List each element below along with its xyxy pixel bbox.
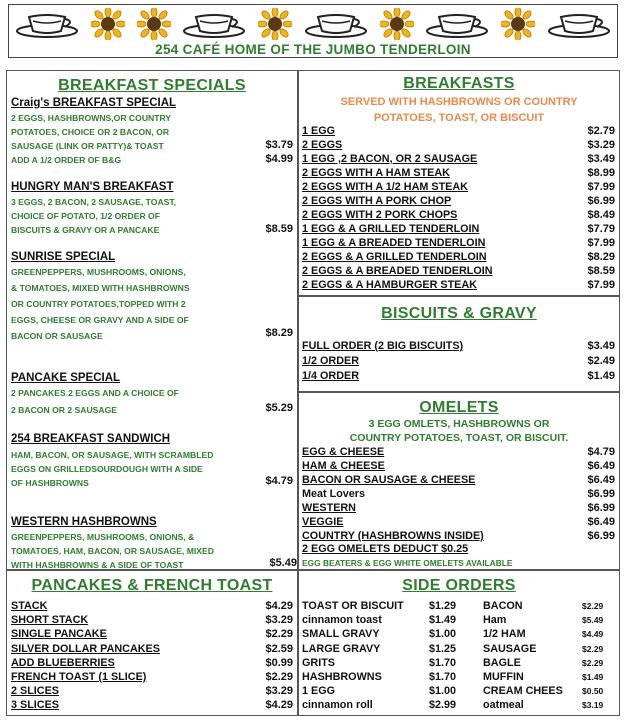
menu-item-price: $1.49 <box>587 370 615 382</box>
side-item-price: $1.29 <box>429 600 457 612</box>
side-item-price: $1.49 <box>429 614 457 627</box>
menu-item-name: Meat Lovers <box>302 488 366 500</box>
menu-item-price: $8.59 <box>587 265 615 277</box>
side-item-name: CREAM CHEES <box>483 685 563 698</box>
menu-item-price: $8.49 <box>587 209 615 221</box>
item-desc: EGGS ON GRILLEDSOURDOUGH WITH A SIDE <box>11 464 203 474</box>
item-desc: SAUSAGE (LINK OR PATTY)& TOAST <box>11 141 164 151</box>
side-item-price: $1.00 <box>429 628 457 641</box>
menu-item-name: STACK <box>11 600 48 612</box>
teacup-icon <box>547 9 611 39</box>
menu-item-price: $6.49 <box>587 474 615 486</box>
menu-item-price: $0.99 <box>265 656 293 669</box>
menu-item-price: $3.29 <box>587 139 615 151</box>
menu-item-price: $6.99 <box>587 488 615 500</box>
menu-item-name: SILVER DOLLAR PANCAKES <box>11 642 160 655</box>
teacup-icon <box>15 9 79 39</box>
section-subtitle: SERVED WITH HASHBROWNS OR COUNTRY <box>340 96 578 108</box>
breakfasts-box <box>298 70 620 296</box>
menu-item-name: EGG & CHEESE <box>302 446 385 458</box>
menu-item-name: FULL ORDER (2 BIG BISCUITS) <box>302 340 464 352</box>
side-item-price: $1.49 <box>582 672 604 682</box>
menu-item-price: $6.99 <box>587 195 615 207</box>
sunflower-icon <box>137 8 171 40</box>
item-desc: 2 PANCAKES 2 EGGS AND A CHOICE OF <box>11 388 179 398</box>
section-title: BISCUITS & GRAVY <box>381 305 537 322</box>
item-price: $3.79 <box>265 139 293 151</box>
section-title: OMELETS <box>419 399 499 416</box>
item-price: $5.29 <box>265 402 293 414</box>
side-item-name: MUFFIN <box>483 671 524 683</box>
menu-item-name: 1 EGG & A GRILLED TENDERLOIN <box>302 223 480 235</box>
menu-item-price: $7.99 <box>587 181 615 193</box>
menu-item-price: $2.59 <box>265 642 293 655</box>
menu-item-price: $2.29 <box>265 671 293 683</box>
item-desc: TOMATOES, HAM, BACON, OR SAUSAGE, MIXED <box>11 546 214 556</box>
item-desc: OR COUNTRY POTATOES,TOPPED WITH 2 <box>11 299 186 309</box>
item-desc: & TOMATOES, MIXED WITH HASHBROWNS <box>11 283 190 293</box>
side-item-name: BAGLE <box>483 656 521 669</box>
side-item-name: oatmeal <box>483 699 524 712</box>
item-price: $8.29 <box>265 327 293 339</box>
pancakes-box <box>6 570 298 716</box>
sunflower-icon <box>501 8 535 40</box>
section-title: PANCAKES & FRENCH TOAST <box>31 577 273 594</box>
menu-item-price: $8.99 <box>587 167 615 179</box>
menu-item-name: 2 EGGS WITH 2 PORK CHOPS <box>302 209 458 221</box>
item-desc: BISCUITS & GRAVY OR A PANCAKE <box>11 225 160 235</box>
side-item-name: HASHBROWNS <box>302 671 382 683</box>
menu-item-name: SINGLE PANCAKE <box>11 628 107 641</box>
item-desc: 2 BACON OR 2 SAUSAGE <box>11 405 118 415</box>
menu-item-price: $4.29 <box>265 699 293 712</box>
menu-item-price: $3.49 <box>587 153 615 165</box>
menu-item-name: 1 EGG <box>302 125 336 137</box>
banner-art <box>15 8 611 40</box>
teacup-icon <box>304 9 368 39</box>
menu-item-price: $7.99 <box>587 237 615 249</box>
side-item-price: $1.70 <box>429 671 457 683</box>
omelets-box <box>298 392 620 570</box>
side-item-name: 1 EGG <box>302 685 336 698</box>
item-name: WESTERN HASHBROWNS <box>11 516 157 528</box>
menu-item-name: 1/4 ORDER <box>302 370 359 382</box>
side-item-name: LARGE GRAVY <box>302 642 381 655</box>
menu-item-name: SHORT STACK <box>11 614 89 627</box>
menu-item-name: 2 EGGS <box>302 139 343 151</box>
item-price: $5.49 <box>269 557 297 569</box>
item-desc: BACON OR SAUSAGE <box>11 331 103 341</box>
side-item-price: $2.29 <box>582 643 604 654</box>
item-desc: GREENPEPPERS, MUSHROOMS, ONIONS, & <box>11 532 195 542</box>
side-item-name: cinnamon roll <box>302 699 373 712</box>
menu-item-name: VEGGIE <box>302 516 344 528</box>
menu-item-name: 2 EGGS & A GRILLED TENDERLOIN <box>302 251 487 263</box>
side-item-name: Ham <box>483 614 507 627</box>
item-name: 254 BREAKFAST SANDWICH <box>11 433 171 445</box>
side-item-name: SMALL GRAVY <box>302 628 380 641</box>
side-item-price: $5.49 <box>582 615 604 626</box>
side-item-name: TOAST OR BISCUIT <box>302 600 404 612</box>
menu-item-price: $8.29 <box>587 251 615 263</box>
side-orders-box <box>298 570 620 716</box>
menu-item-price: $7.79 <box>587 223 615 235</box>
menu-item-price: $3.29 <box>265 685 293 698</box>
menu-item-price: $6.49 <box>587 460 615 472</box>
section-subtitle: 3 EGG OMLETS, HASHBROWNS OR <box>368 418 550 430</box>
omelet-deduct: 2 EGG OMELETS DEDUCT $0.25 <box>302 543 469 555</box>
menu-item-name: FRENCH TOAST (1 SLICE) <box>11 671 147 683</box>
menu-item-name: COUNTRY (HASHBROWNS INSIDE) <box>302 530 484 542</box>
item-desc: WITH HASHBROWNS & A SIDE OF TOAST <box>11 560 184 570</box>
menu-item-name: 2 EGGS & A BREADED TENDERLOIN <box>302 265 493 277</box>
item-price: $4.79 <box>265 475 293 487</box>
side-item-price: $4.49 <box>582 629 604 640</box>
side-item-name: BACON <box>483 600 523 612</box>
item-desc: CHOICE OF POTATO, 1/2 ORDER OF <box>11 211 160 221</box>
menu-item-price: $6.99 <box>587 502 615 514</box>
side-item-price: $1.70 <box>429 656 457 669</box>
item-desc: HAM, BACON, OR SAUSAGE, WITH SCRAMBLED <box>11 450 214 460</box>
item-desc: POTATOES, CHOICE OR 2 BACON, OR <box>11 127 170 137</box>
item-name: HUNGRY MAN'S BREAKFAST <box>11 181 174 193</box>
menu-item-price: $2.79 <box>587 125 615 137</box>
menu-item-name: 1 EGG & A BREADED TENDERLOIN <box>302 237 486 249</box>
side-item-name: 1/2 HAM <box>483 628 526 641</box>
item-price: $8.59 <box>265 223 293 235</box>
menu-item-name: ADD BLUEBERRIES <box>11 656 115 669</box>
sunflower-icon <box>258 8 292 40</box>
menu-item-price: $6.99 <box>587 530 615 542</box>
side-item-price: $0.50 <box>582 686 604 697</box>
teacup-icon <box>425 9 489 39</box>
menu-item-name: 2 EGGS & A HAMBURGER STEAK <box>302 279 477 291</box>
teacup-icon <box>182 9 246 39</box>
banner-title: 254 CAFÉ HOME OF THE JUMBO TENDERLOIN <box>155 42 471 57</box>
side-item-price: $2.29 <box>582 601 604 611</box>
menu-item-name: 3 SLICES <box>11 699 60 712</box>
side-item-price: $3.19 <box>582 700 604 711</box>
menu-item-name: 1 EGG ,2 BACON, OR 2 SAUSAGE <box>302 153 478 165</box>
item-desc: EGGS, CHEESE OR GRAVY AND A SIDE OF <box>11 315 189 325</box>
menu-item-price: $2.49 <box>587 355 615 367</box>
item-price: $4.99 <box>265 153 293 165</box>
menu-item-name: HAM & CHEESE <box>302 460 385 472</box>
section-subtitle: COUNTRY POTATOES, TOAST, OR BISCUIT. <box>349 432 569 444</box>
menu-item-price: $7.99 <box>587 279 615 291</box>
omelet-note: EGG BEATERS & EGG WHITE OMELETS AVAILABLE <box>302 558 513 568</box>
item-desc: 2 EGGS, HASHBROWNS,OR COUNTRY <box>11 113 172 123</box>
banner <box>8 4 618 58</box>
item-name: SUNRISE SPECIAL <box>11 251 116 263</box>
sunflower-icon <box>91 8 125 40</box>
menu-item-price: $3.29 <box>265 614 293 627</box>
menu-item-price: $4.29 <box>265 600 293 612</box>
side-item-name: GRITS <box>302 656 335 669</box>
item-name: Craig's BREAKFAST SPECIAL <box>11 97 177 109</box>
menu-item-name: 2 EGGS WITH A HAM STEAK <box>302 167 450 179</box>
menu-item-name: WESTERN <box>302 502 356 514</box>
side-item-name: cinnamon toast <box>302 614 382 627</box>
breakfast-specials-box <box>6 70 298 570</box>
side-item-price: $1.00 <box>429 685 457 698</box>
section-subtitle: POTATOES, TOAST, OR BISCUIT <box>373 112 545 124</box>
side-item-price: $2.29 <box>582 657 604 668</box>
section-title: SIDE ORDERS <box>402 577 516 594</box>
item-desc: OF HASHBROWNS <box>11 478 89 488</box>
menu-item-price: $2.29 <box>265 628 293 641</box>
menu-item-name: 2 EGGS WITH A 1/2 HAM STEAK <box>302 181 468 193</box>
item-desc: ADD A 1/2 ORDER OF B&G <box>11 155 122 165</box>
sunflower-icon <box>380 8 414 40</box>
menu-item-price: $6.49 <box>587 516 615 528</box>
section-title: BREAKFASTS <box>403 75 515 92</box>
menu-item-name: 1/2 ORDER <box>302 355 359 367</box>
item-desc: 3 EGGS, 2 BACON, 2 SAUSAGE, TOAST, <box>11 197 177 207</box>
menu-item-price: $4.79 <box>587 446 615 458</box>
biscuits-gravy-box <box>298 296 620 392</box>
menu-item-name: 2 EGGS WITH A PORK CHOP <box>302 195 452 207</box>
side-item-name: SAUSAGE <box>483 642 537 655</box>
menu-item-name: 2 SLICES <box>11 685 60 698</box>
section-title: BREAKFAST SPECIALS <box>58 77 246 94</box>
item-name: PANCAKE SPECIAL <box>11 372 121 384</box>
item-desc: GREENPEPPERS, MUSHROOMS, ONIONS, <box>11 267 186 277</box>
side-item-price: $1.25 <box>429 642 457 655</box>
menu-item-price: $3.49 <box>587 340 615 352</box>
side-item-price: $2.99 <box>429 699 457 712</box>
menu-item-name: BACON OR SAUSAGE & CHEESE <box>302 474 476 486</box>
